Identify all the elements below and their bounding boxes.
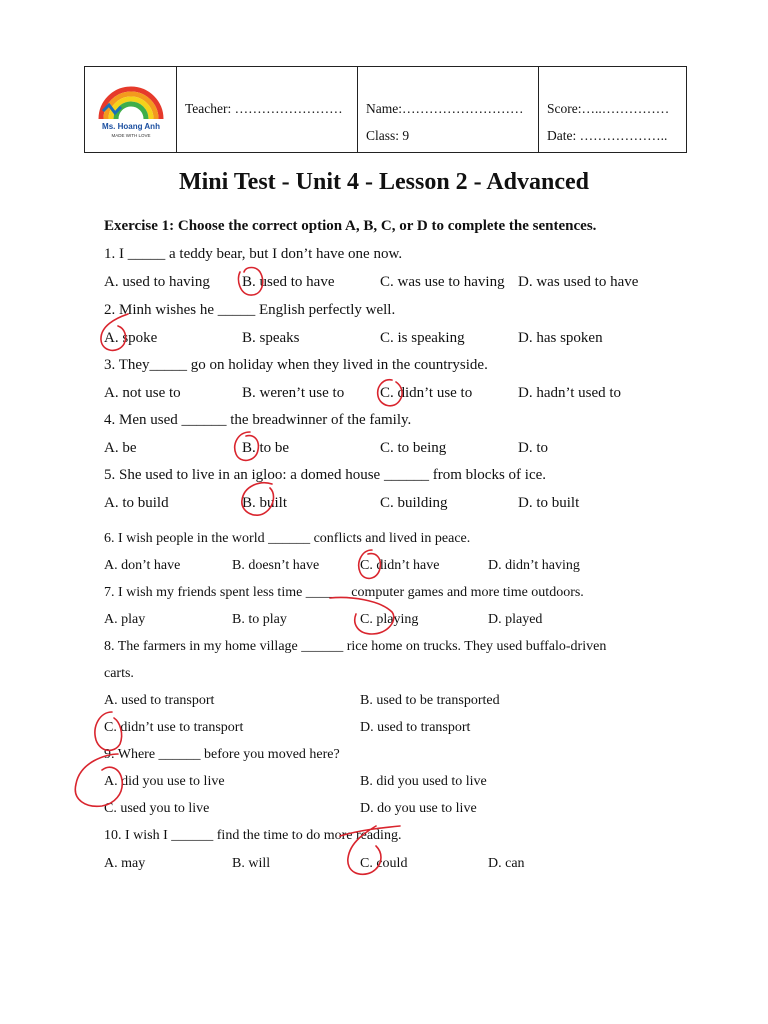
q6-option-a: A. don’t have	[104, 558, 181, 573]
score-field: Score:…..……………	[547, 101, 670, 116]
q7-option-b: B. to play	[232, 612, 287, 627]
q10-option-b: B. will	[232, 856, 271, 871]
question-6: 6. I wish people in the world ______ conflicts and lived in peace.	[104, 531, 471, 546]
question-9: 9. Where ______ before you moved here?	[104, 747, 340, 762]
class-field: Class: 9	[366, 128, 410, 143]
q1-option-c: C. was use to having	[380, 274, 505, 290]
q2-option-c: C. is speaking	[380, 330, 465, 346]
question-2: 2. Minh wishes he _____ English perfectly well.	[104, 302, 396, 318]
header-table	[84, 66, 687, 153]
q2-option-d: D. has spoken	[518, 330, 603, 346]
q1-option-d: D. was used to have	[518, 274, 639, 290]
q6-option-c: C. didn’t have	[360, 558, 440, 573]
q8-option-c: C. didn’t use to transport	[104, 720, 244, 735]
question-8-continued: carts.	[104, 666, 134, 681]
question-10: 10. I wish I ______ find the time to do more reading.	[104, 828, 402, 843]
q9-option-a: A. did you use to live	[104, 774, 225, 789]
teacher-field: Teacher: ……………………	[185, 101, 343, 116]
page-title: Mini Test - Unit 4 - Lesson 2 - Advanced	[178, 169, 590, 195]
q3-option-b: B. weren’t use to	[242, 385, 345, 401]
q4-option-c: C. to being	[380, 440, 447, 456]
q10-option-a: A. may	[104, 856, 146, 871]
q5-option-a: A. to build	[104, 495, 169, 511]
q4-option-a: A. be	[104, 440, 137, 456]
question-1: 1. I _____ a teddy bear, but I don’t have one now.	[104, 246, 403, 262]
q7-option-a: A. play	[104, 612, 146, 627]
name-class-cell	[358, 67, 539, 153]
q1-option-b: B. used to have	[242, 274, 335, 290]
q9-option-d: D. do you use to live	[360, 801, 477, 816]
q4-option-d: D. to	[518, 440, 548, 456]
q9-option-c: C. used you to live	[104, 801, 210, 816]
logo-icon	[93, 77, 169, 141]
question-5: 5. She used to live in an igloo: a domed house ______ from blocks of ice.	[104, 467, 547, 483]
date-field: Date: ………………..	[547, 128, 668, 143]
svg-text:Ms. Hoang Anh: Ms. Hoang Anh	[102, 122, 160, 131]
q4-option-b: B. to be	[242, 440, 290, 456]
q6-option-b: B. doesn’t have	[232, 558, 320, 573]
exercise-title: Exercise 1: Choose the correct option A, B, C, or D to complete the sentences.	[104, 218, 597, 234]
q8-option-b: B. used to be transported	[360, 693, 500, 708]
q7-option-d: D. played	[488, 612, 543, 627]
question-3: 3. They_____ go on holiday when they lived in the countryside.	[104, 357, 488, 373]
q1-option-a: A. used to having	[104, 274, 210, 290]
q6-option-d: D. didn’t having	[488, 558, 580, 573]
q8-option-d: D. used to transport	[360, 720, 471, 735]
q9-option-b: B. did you used to live	[360, 774, 487, 789]
q8-option-a: A. used to transport	[104, 693, 215, 708]
q3-option-c: C. didn’t use to	[380, 385, 473, 401]
svg-text:MADE WITH LOVE: MADE WITH LOVE	[111, 133, 151, 138]
q10-option-d: D. can	[488, 856, 525, 871]
q3-option-d: D. hadn’t used to	[518, 385, 622, 401]
name-field: Name:………………………	[366, 101, 524, 116]
q3-option-a: A. not use to	[104, 385, 181, 401]
question-4: 4. Men used ______ the breadwinner of the family.	[104, 412, 412, 428]
score-date-cell	[539, 67, 687, 153]
q2-option-b: B. speaks	[242, 330, 300, 346]
q5-option-c: C. building	[380, 495, 448, 511]
q5-option-d: D. to built	[518, 495, 580, 511]
q5-option-b: B. built	[242, 495, 288, 511]
question-7: 7. I wish my friends spent less time ______ computer games and more time outdoors.	[104, 585, 584, 600]
q10-option-c: C. could	[360, 856, 408, 871]
logo-cell	[85, 67, 177, 153]
q7-option-c: C. playing	[360, 612, 419, 627]
teacher-cell	[177, 67, 358, 153]
question-8: 8. The farmers in my home village ______ rice home on trucks. They used buffalo-driven	[104, 639, 607, 654]
q2-option-a: A. spoke	[104, 330, 158, 346]
